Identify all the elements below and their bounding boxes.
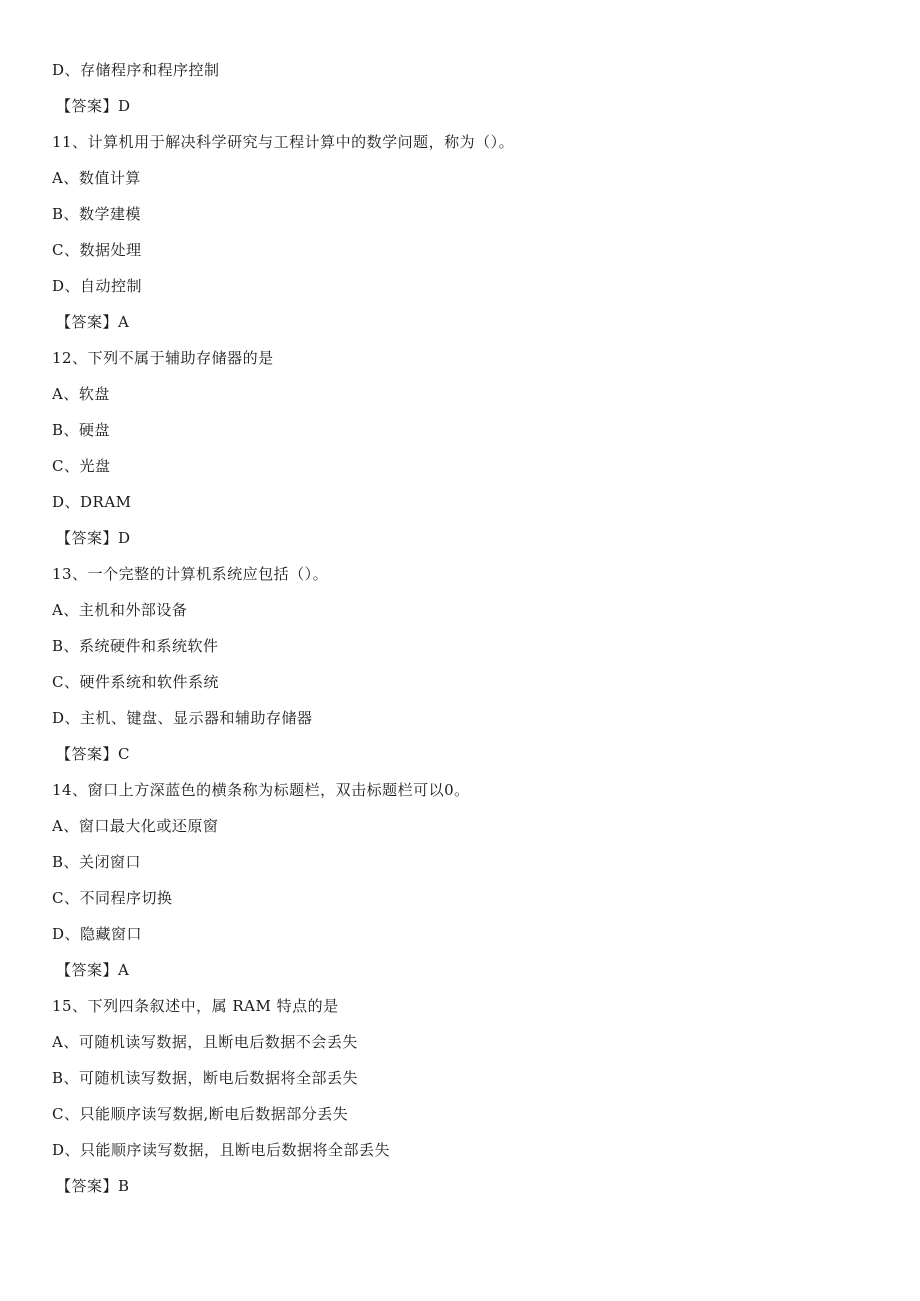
option-text: A、可随机读写数据，且断电后数据不会丢失 xyxy=(52,1033,358,1051)
option-text: B、可随机读写数据，断电后数据将全部丢失 xyxy=(52,1069,359,1087)
answer-text: 【答案】D xyxy=(56,529,131,547)
option-text: B、系统硬件和系统软件 xyxy=(52,637,219,655)
option-text: B、硬盘 xyxy=(52,421,111,439)
option-text: B、数学建模 xyxy=(52,205,142,223)
option-text: C、不同程序切换 xyxy=(52,889,173,907)
option-text: C、硬件系统和软件系统 xyxy=(52,673,219,691)
option-text: C、数据处理 xyxy=(52,241,142,259)
option-text: C、只能顺序读写数据,断电后数据部分丢失 xyxy=(52,1105,349,1123)
answer-text: 【答案】D xyxy=(56,97,131,115)
answer-text: 【答案】A xyxy=(56,313,130,331)
option-text: A、主机和外部设备 xyxy=(52,601,188,619)
answer-text: 【答案】C xyxy=(56,745,130,763)
question-text: 12、下列不属于辅助存储器的是 xyxy=(52,349,274,367)
question-text: 11、计算机用于解决科学研究与工程计算中的数学问题，称为（）。 xyxy=(52,133,515,151)
option-text: C、光盘 xyxy=(52,457,111,475)
question-text: 13、一个完整的计算机系统应包括（）。 xyxy=(52,565,329,583)
question-text: 14、窗口上方深蓝色的横条称为标题栏，双击标题栏可以0。 xyxy=(52,781,470,799)
answer-text: 【答案】A xyxy=(56,961,130,979)
option-text: A、软盘 xyxy=(52,385,110,403)
option-text: A、窗口最大化或还原窗 xyxy=(52,817,219,835)
option-text: A、数值计算 xyxy=(52,169,141,187)
question-text: 15、下列四条叙述中，属 RAM 特点的是 xyxy=(52,997,339,1015)
option-text: D、DRAM xyxy=(52,493,132,511)
option-text: D、存储程序和程序控制 xyxy=(52,61,220,79)
option-text: D、主机、键盘、显示器和辅助存储器 xyxy=(52,709,313,727)
answer-text: 【答案】B xyxy=(56,1177,130,1195)
option-text: D、隐藏窗口 xyxy=(52,925,143,943)
option-text: D、自动控制 xyxy=(52,277,143,295)
option-text: B、关闭窗口 xyxy=(52,853,142,871)
option-text: D、只能顺序读写数据，且断电后数据将全部丢失 xyxy=(52,1141,391,1159)
